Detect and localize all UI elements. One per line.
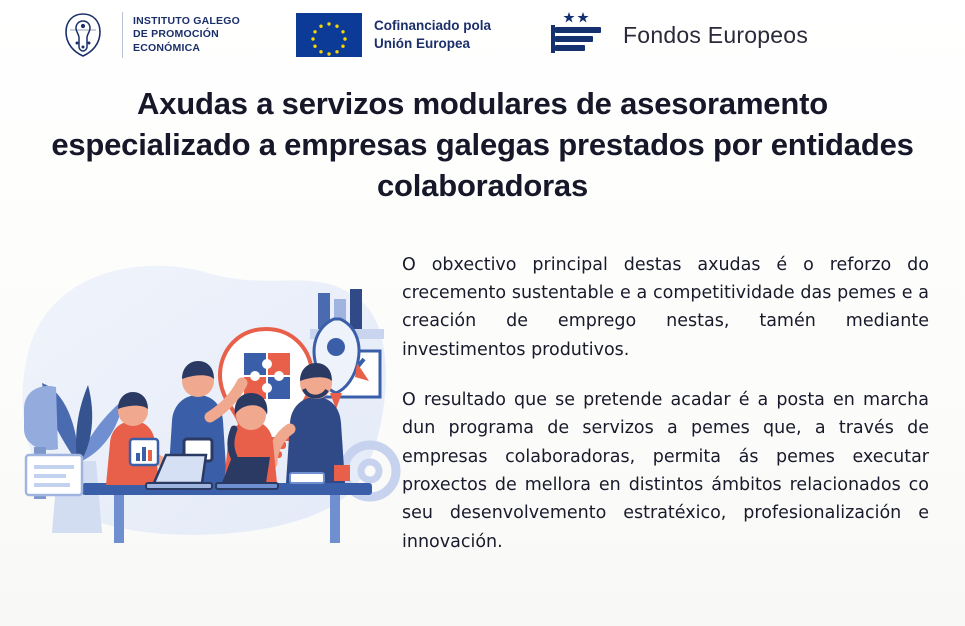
paragraph-2: O resultado que se pretende acadar é a posta en marcha dun programa de servizos a pemes que, a través de empresas colaboradoras, permita ás pemes executar proxectos de mellora en distintos ámbitos relacionados co seu desenvolvemento estratéxico, profesionalización e innovación. [402, 390, 929, 552]
igape-line-2: DE PROMOCIÓN [133, 28, 219, 41]
paragraph-1: O obxectivo principal destas axudas é o reforzo do crecemento sustentable e a competitividade das pemes e a creación de emprego nestas, tamén mediante investimentos produtivos. [402, 254, 929, 360]
content-area [0, 233, 965, 556]
document-decoration [26, 455, 82, 495]
galicia-coat-of-arms-icon [60, 12, 106, 58]
eu-logo-text [374, 17, 491, 52]
european-union-logo [296, 13, 491, 57]
logo-divider [122, 12, 123, 58]
body-text-column [402, 233, 939, 556]
igape-logo-text [133, 15, 240, 55]
eu-line-2: Unión Europea [374, 36, 471, 51]
eu-flag-icon [296, 13, 362, 57]
chart-decoration [130, 439, 158, 465]
fondos-europeos-logo [549, 11, 808, 59]
igape-logo [60, 12, 240, 58]
eu-line-1: Cofinanciado pola [374, 18, 492, 34]
fondos-europeos-label: Fondos Europeos [623, 21, 809, 48]
igape-line-3: ECONÓMICA [133, 41, 201, 54]
igape-line-1: INSTITUTO GALEGO [133, 14, 241, 27]
page-title: Axudas a servizos modulares de asesoramento especializado a empresas galegas prestados por entidades colaboradoras [51, 86, 914, 203]
team-brainstorming-illustration [18, 233, 402, 553]
fondos-europeos-mark-icon [549, 11, 611, 59]
logo-bar [0, 0, 965, 62]
